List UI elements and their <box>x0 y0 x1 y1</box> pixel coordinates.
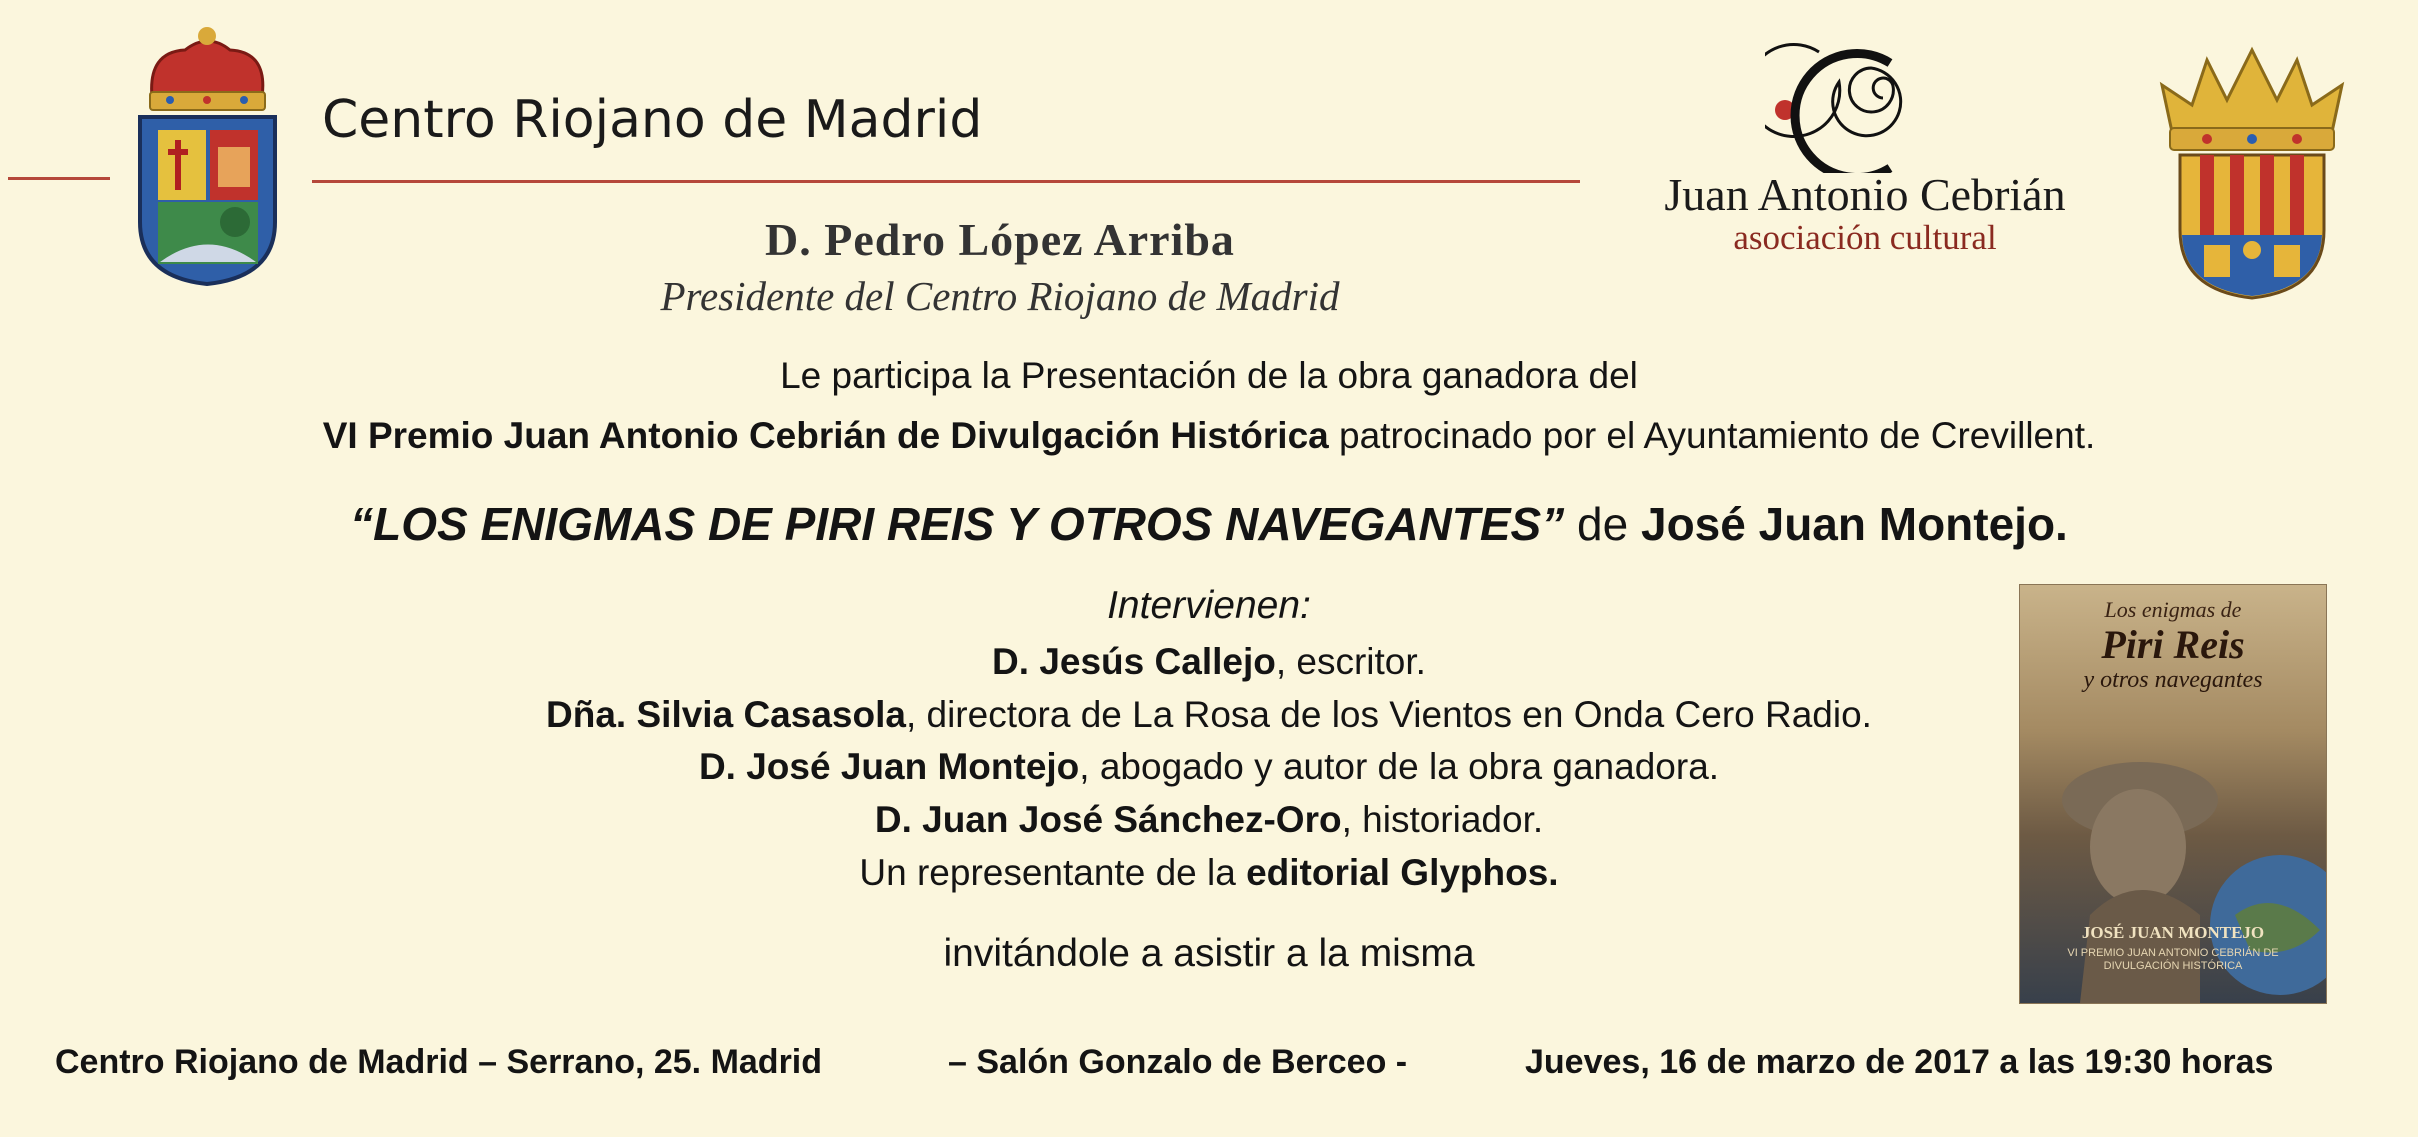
venue-room: – Salón Gonzalo de Berceo - <box>948 1043 1408 1081</box>
president-name: D. Pedro López Arriba <box>765 214 1235 265</box>
cebrian-spiral-logo <box>1765 28 1955 173</box>
book-title-sub: y otros navegantes <box>2083 667 2263 693</box>
event-datetime: Jueves, 16 de marzo de 2017 a las 19:30 horas <box>1525 1043 2274 1081</box>
speaker-name: D. Jesús Callejo <box>992 641 1276 682</box>
association-name: Juan Antonio Cebrián <box>1664 169 2066 220</box>
prize-name: VI Premio Juan Antonio Cebrián de Divulgación Histórica <box>322 415 1329 456</box>
prize-sponsor: patrocinado por el Ayuntamiento de Crevillent. <box>1328 415 2096 456</box>
publisher-name: editorial Glyphos. <box>1246 852 1559 893</box>
work-line <box>0 497 2418 552</box>
speaker-role: , abogado y autor de la obra ganadora. <box>1079 746 1720 787</box>
venue-address: Centro Riojano de Madrid – Serrano, 25. Madrid <box>55 1043 823 1081</box>
header-rule-left <box>8 177 110 180</box>
president-title: Presidente del Centro Riojano de Madrid <box>660 273 1340 319</box>
book-title-small: Los enigmas de <box>2104 597 2242 622</box>
intervienen-heading: Intervienen: <box>1107 584 1311 627</box>
association-subtitle: asociación cultural <box>1733 218 1997 257</box>
book-title-main: Piri Reis <box>2101 622 2245 667</box>
centro-riojano-heading: Centro Riojano de Madrid <box>322 90 983 150</box>
invitation-line: invitándole a asistir a la misma <box>943 932 1475 975</box>
speaker-name: D. José Juan Montejo <box>698 746 1080 787</box>
prize-line <box>0 414 2418 458</box>
work-de: de <box>1564 498 1641 550</box>
work-author: José Juan Montejo. <box>1640 498 2068 550</box>
book-author: JOSÉ JUAN MONTEJO <box>2081 923 2265 942</box>
intro-line: Le participa la Presentación de la obra ganadora del <box>780 355 1638 396</box>
speaker-role: , escritor. <box>1275 641 1426 682</box>
representative-prefix: Un representante de la <box>859 852 1247 893</box>
speaker-name: D. Juan José Sánchez-Oro <box>874 799 1342 840</box>
book-prize: VI PREMIO JUAN ANTONIO CEBRIÁN DE DIVULGACIÓN HISTÓRICA <box>2067 947 2279 973</box>
speaker-name: Dña. Silvia Casasola <box>546 694 906 735</box>
speaker-role: , historiador. <box>1341 799 1544 840</box>
work-title: “LOS ENIGMAS DE PIRI REIS Y OTROS NAVEGANTES” <box>350 498 1565 550</box>
speaker-role: , directora de La Rosa de los Vientos en Onda Cero Radio. <box>905 694 1872 735</box>
la-rioja-coat-of-arms <box>130 22 285 292</box>
book-cover <box>2020 585 2326 1003</box>
crevillent-coat-of-arms <box>2152 40 2352 305</box>
header-rule <box>312 180 1580 183</box>
